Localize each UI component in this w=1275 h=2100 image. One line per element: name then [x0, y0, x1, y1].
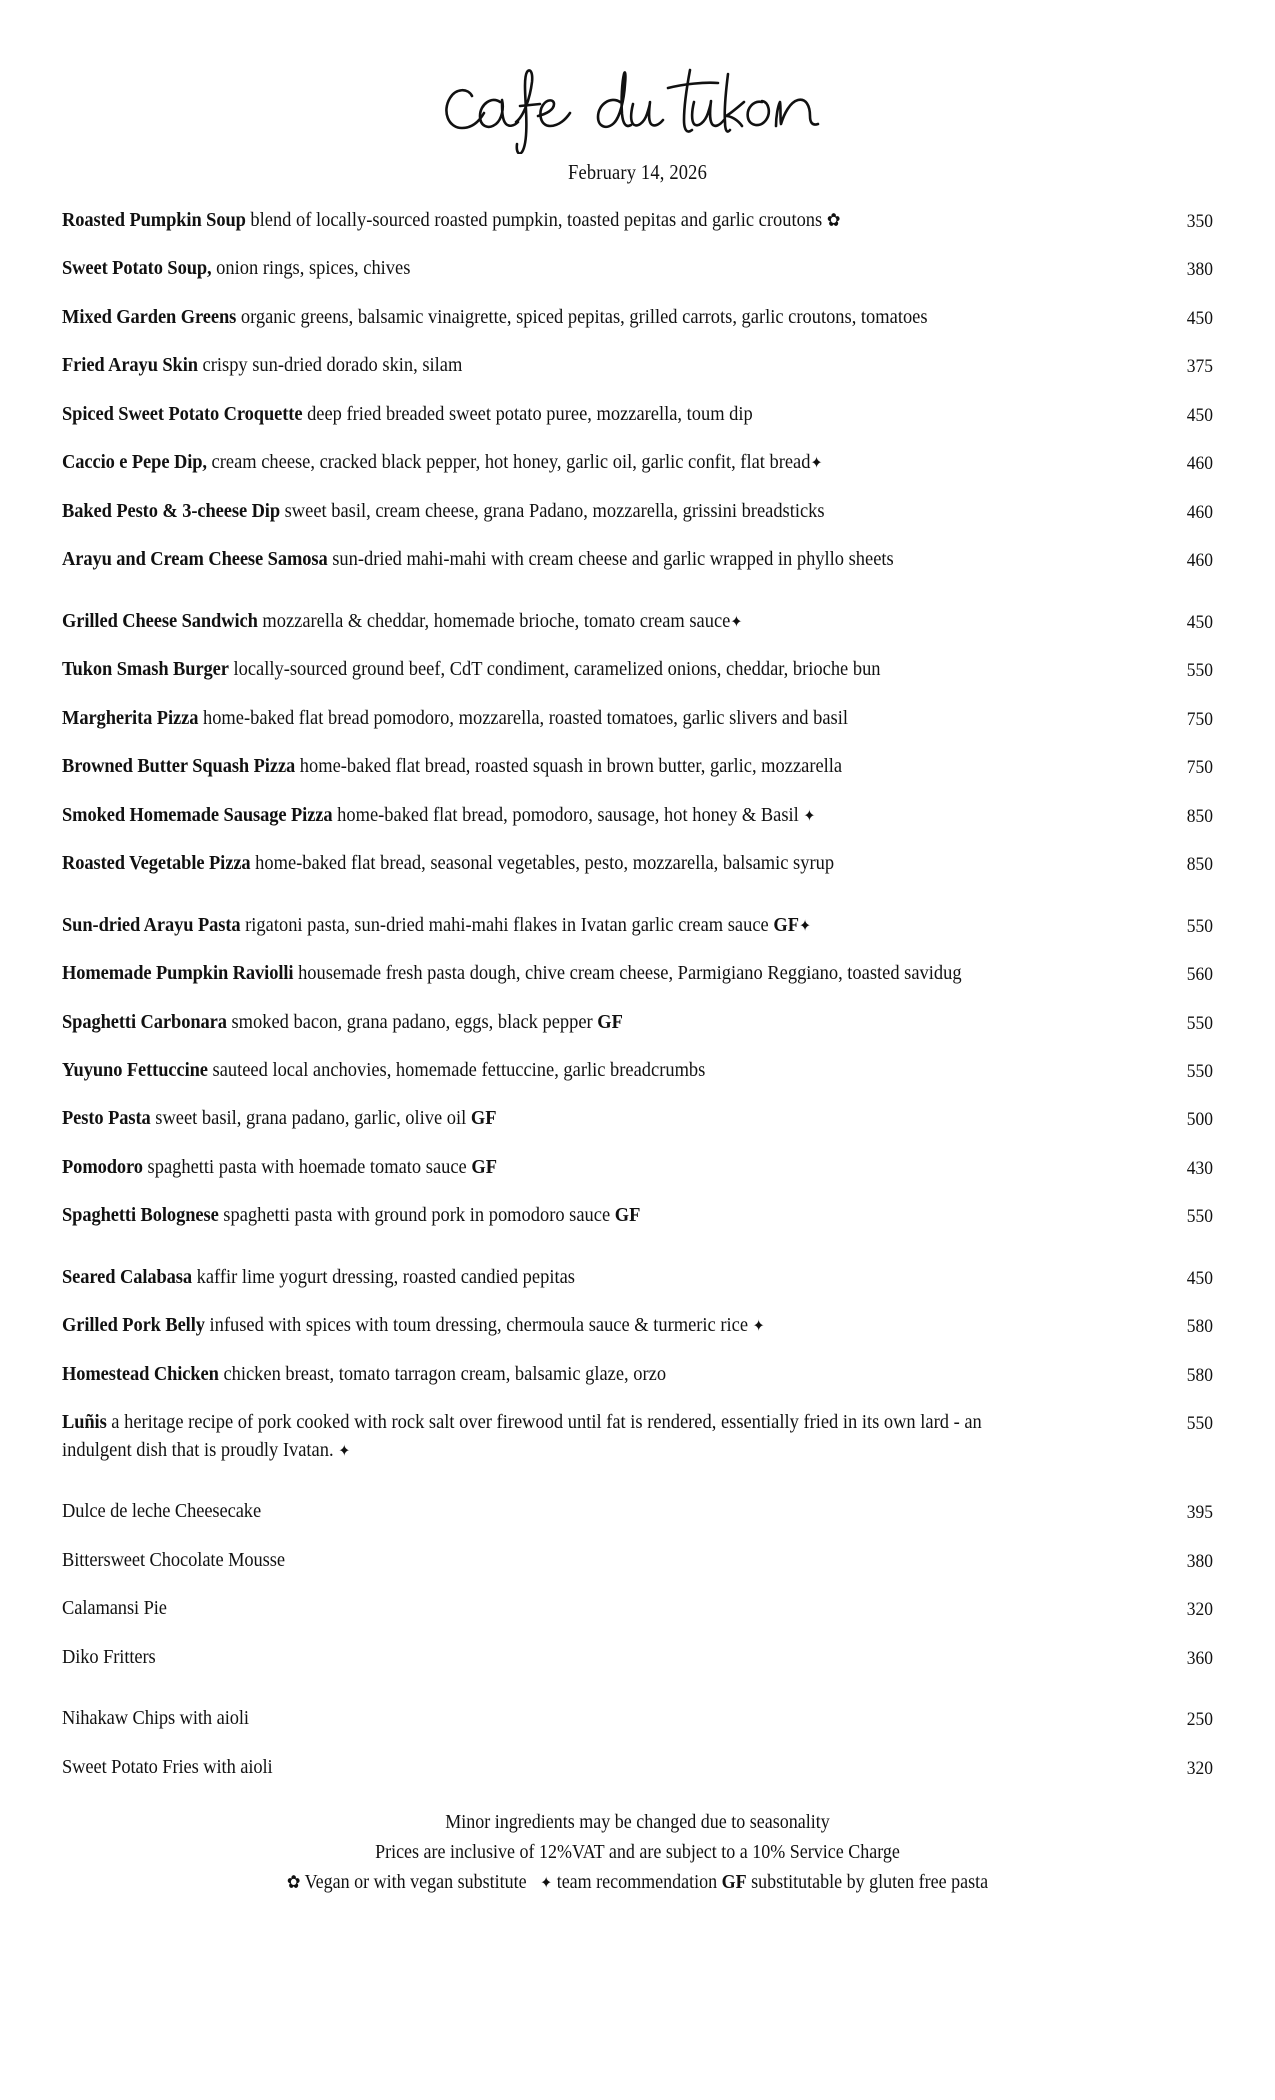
vegan-icon: ✿ — [286, 1872, 301, 1893]
menu-item-name: Homemade Pumpkin Raviolli — [62, 962, 294, 985]
menu-item-description: home-baked flat bread, pomodoro, sausage, hot honey & Basil — [332, 803, 804, 826]
menu-item-text — [62, 255, 1028, 282]
menu-item-name: Luñis — [62, 1411, 107, 1434]
menu-item-name: Mixed Garden Greens — [62, 305, 237, 328]
menu-item-text — [62, 304, 1028, 331]
menu-item-price: 380 — [1186, 1550, 1213, 1572]
recommendation-icon: ✦ — [730, 611, 743, 631]
legend-gf-tag: GF — [721, 1871, 747, 1893]
recommendation-icon: ✦ — [798, 915, 812, 935]
menu-item-name: Caccio e Pepe Dip, — [62, 451, 207, 474]
menu-item-text — [62, 449, 1028, 476]
menu-item-description: sweet basil, grana padano, garlic, olive oil — [150, 1107, 471, 1130]
menu-item-row — [62, 352, 1213, 379]
menu-item-description: infused with spices with toum dressing, chermoula sauce & turmeric rice — [204, 1314, 753, 1337]
menu-item-description: a heritage recipe of pork cooked with rock salt over firewood until fat is rendered, essentially fried in its own lard - an indulgent dish that is proudly Ivatan. — [62, 1411, 982, 1461]
menu-item-text — [62, 401, 1028, 428]
menu-item-row — [62, 1154, 1213, 1181]
menu-item-name: Tukon Smash Burger — [62, 658, 229, 681]
menu-item-row — [62, 912, 1213, 939]
menu-item-gf-tag: GF — [597, 1010, 623, 1033]
menu-section-pasta — [62, 912, 1213, 1230]
menu-item-name: Sweet Potato Soup, — [62, 257, 212, 280]
menu-item-price: 460 — [1186, 550, 1213, 572]
menu-item-description: home-baked flat bread, roasted squash in brown butter, garlic, mozzarella — [295, 755, 843, 778]
menu-item-description: kaffir lime yogurt dressing, roasted candied pepitas — [192, 1265, 575, 1288]
menu-item-row — [62, 1312, 1213, 1339]
menu-section-mains — [62, 1264, 1213, 1464]
legend-gf-label: substitutable by gluten free pasta — [746, 1871, 989, 1893]
menu-item-text — [62, 912, 1028, 939]
recommendation-icon: ✦ — [540, 1873, 553, 1892]
menu-item-row — [62, 1105, 1213, 1132]
menu-item-row — [62, 1547, 1213, 1574]
menu-item-price: 750 — [1186, 757, 1213, 779]
menu-item-text — [62, 1547, 1028, 1574]
menu-item-description: locally-sourced ground beef, CdT condiment, caramelized onions, cheddar, brioche bun — [228, 658, 881, 681]
menu-item-description: sauteed local anchovies, homemade fettuccine, garlic breadcrumbs — [207, 1058, 706, 1081]
recommendation-icon: ✦ — [752, 1316, 765, 1336]
menu-item-row — [62, 304, 1213, 331]
menu-item-name: Arayu and Cream Cheese Samosa — [62, 548, 328, 571]
menu-item-price: 580 — [1186, 1316, 1213, 1338]
menu-item-name: Sweet Potato Fries with aioli — [62, 1755, 273, 1778]
menu-item-text — [62, 753, 1028, 780]
menu-item-description: spaghetti pasta with hoemade tomato sauce — [142, 1155, 472, 1178]
menu-item-name: Calamansi Pie — [62, 1597, 167, 1620]
menu-section-sandwiches-pizza — [62, 608, 1213, 878]
menu-item-text — [62, 1105, 1028, 1132]
menu-item-description: smoked bacon, grana padano, eggs, black pepper — [226, 1010, 598, 1033]
menu-item-price: 750 — [1186, 708, 1213, 730]
menu-item-price: 550 — [1186, 1206, 1213, 1228]
menu-item-name: Seared Calabasa — [62, 1265, 193, 1288]
menu-item-price: 580 — [1186, 1364, 1213, 1386]
menu-item-price: 560 — [1186, 964, 1213, 986]
menu-item-row — [62, 1705, 1213, 1732]
menu-item-price: 550 — [1186, 915, 1213, 937]
menu-item-row — [62, 1754, 1213, 1781]
menu-item-name: Spaghetti Carbonara — [62, 1010, 227, 1033]
menu-item-row — [62, 850, 1213, 877]
menu-item-name: Smoked Homemade Sausage Pizza — [62, 803, 333, 826]
menu-item-name: Pesto Pasta — [62, 1107, 151, 1130]
footer-seasonality-note: Minor ingredients may be changed due to seasonality — [445, 1811, 830, 1833]
menu-item-price: 850 — [1186, 805, 1213, 827]
menu-item-text — [62, 1361, 1028, 1388]
menu-item-description: crispy sun-dried dorado skin, silam — [197, 354, 463, 377]
menu-item-description: organic greens, balsamic vinaigrette, spiced pepitas, grilled carrots, garlic croutons, tomatoes — [236, 305, 928, 328]
menu-item-gf-tag: GF — [773, 913, 799, 936]
menu-footer — [62, 1807, 1213, 1897]
menu-item-price: 550 — [1186, 1012, 1213, 1034]
menu-item-row — [62, 1361, 1213, 1388]
menu-item-name: Spaghetti Bolognese — [62, 1204, 219, 1227]
menu-item-price: 375 — [1186, 356, 1213, 378]
menu-item-description: chicken breast, tomato tarragon cream, balsamic glaze, orzo — [218, 1362, 667, 1385]
menu-item-description: rigatoni pasta, sun-dried mahi-mahi flakes in Ivatan garlic cream sauce — [240, 913, 774, 936]
menu-item-text — [62, 608, 1028, 635]
menu-item-price: 460 — [1186, 453, 1213, 475]
menu-item-description: home-baked flat bread, seasonal vegetables, pesto, mozzarella, balsamic syrup — [250, 852, 835, 875]
menu-item-description: cream cheese, cracked black pepper, hot honey, garlic oil, garlic confit, flat bread — [206, 451, 811, 474]
menu-item-name: Margherita Pizza — [62, 706, 199, 729]
menu-item-row — [62, 656, 1213, 683]
vegan-icon: ✿ — [826, 210, 841, 231]
menu-item-text — [62, 1409, 1028, 1464]
menu-item-name: Diko Fritters — [62, 1645, 156, 1668]
menu-item-row — [62, 1498, 1213, 1525]
menu-item-row — [62, 802, 1213, 829]
menu-item-name: Roasted Vegetable Pizza — [62, 852, 251, 875]
menu-item-price: 380 — [1186, 259, 1213, 281]
menu-item-price: 550 — [1186, 1413, 1213, 1435]
menu-item-text — [62, 1705, 1028, 1732]
menu-item-price: 460 — [1186, 501, 1213, 523]
menu-section-desserts — [62, 1498, 1213, 1671]
menu-item-name: Grilled Pork Belly — [62, 1314, 205, 1337]
menu-item-text — [62, 1154, 1028, 1181]
menu-item-description: spaghetti pasta with ground pork in pomodoro sauce — [218, 1204, 615, 1227]
menu-item-price: 500 — [1186, 1109, 1213, 1131]
menu-item-description: sun-dried mahi-mahi with cream cheese and garlic wrapped in phyllo sheets — [327, 548, 894, 571]
menu-item-row — [62, 705, 1213, 732]
menu-item-text — [62, 1202, 1028, 1229]
menu-item-row — [62, 401, 1213, 428]
menu-item-name: Baked Pesto & 3-cheese Dip — [62, 499, 281, 522]
menu-item-name: Nihakaw Chips with aioli — [62, 1707, 249, 1730]
menu-item-row — [62, 960, 1213, 987]
menu-item-text — [62, 207, 1028, 234]
menu-item-price: 395 — [1186, 1502, 1213, 1524]
menu-item-text — [62, 1498, 1028, 1525]
menu-item-price: 430 — [1186, 1157, 1213, 1179]
menu-section-starters — [62, 207, 1213, 574]
menu-item-name: Sun-dried Arayu Pasta — [62, 913, 241, 936]
legend-recommendation-label: team recommendation — [552, 1871, 722, 1893]
menu-item-text — [62, 705, 1028, 732]
menu-item-row — [62, 207, 1213, 234]
menu-item-row — [62, 1009, 1213, 1036]
menu-item-row — [62, 608, 1213, 635]
menu-item-gf-tag: GF — [471, 1155, 497, 1178]
menu-item-price: 450 — [1186, 307, 1213, 329]
menu-item-description: mozzarella & cheddar, homemade brioche, tomato cream sauce — [257, 609, 731, 632]
menu-item-description: blend of locally-sourced roasted pumpkin, toasted pepitas and garlic croutons — [245, 209, 827, 231]
menu-item-text — [62, 352, 1028, 379]
recommendation-icon: ✦ — [803, 805, 816, 825]
menu-item-name: Spiced Sweet Potato Croquette — [62, 402, 303, 425]
menu-item-text — [62, 802, 1028, 829]
menu-item-gf-tag: GF — [470, 1107, 497, 1130]
menu-item-price: 250 — [1186, 1709, 1213, 1731]
menu-section-snacks — [62, 1705, 1213, 1781]
menu-item-price: 350 — [1186, 211, 1213, 232]
menu-item-row — [62, 255, 1213, 282]
menu-item-row — [62, 449, 1213, 476]
menu-item-name: Yuyuno Fettuccine — [62, 1058, 208, 1081]
menu-item-price: 450 — [1186, 404, 1213, 426]
menu-sections — [62, 207, 1213, 1781]
menu-item-gf-tag: GF — [614, 1204, 641, 1227]
menu-item-row — [62, 1202, 1213, 1229]
menu-date: February 14, 2026 — [567, 160, 708, 184]
footer-vat-note: Prices are inclusive of 12%VAT and are subject to a 10% Service Charge — [375, 1841, 900, 1863]
menu-item-text — [62, 1754, 1028, 1781]
menu-item-price: 320 — [1186, 1599, 1213, 1621]
menu-item-price: 360 — [1186, 1647, 1213, 1669]
menu-item-text — [62, 1057, 1028, 1084]
menu-item-description: sweet basil, cream cheese, grana Padano, mozzarella, grissini breadsticks — [280, 499, 825, 522]
menu-item-text — [62, 1312, 1028, 1339]
menu-item-text — [62, 498, 1028, 525]
menu-item-row — [62, 546, 1213, 573]
menu-item-price: 550 — [1186, 1060, 1213, 1082]
menu-header — [62, 0, 1213, 185]
menu-item-price: 850 — [1186, 854, 1213, 876]
menu-item-row — [62, 753, 1213, 780]
menu-item-description: home-baked flat bread pomodoro, mozzarella, roasted tomatoes, garlic slivers and basil — [198, 706, 848, 729]
menu-item-row — [62, 1644, 1213, 1671]
menu-item-price: 550 — [1186, 660, 1213, 682]
menu-item-text — [62, 1644, 1028, 1671]
cafe-du-tukon-logo-icon — [428, 58, 848, 154]
menu-item-text — [62, 850, 1028, 877]
menu-item-name: Homestead Chicken — [62, 1362, 219, 1385]
legend-vegan-label: Vegan or with vegan substitute — [300, 1871, 532, 1893]
footer-legend — [120, 1867, 1156, 1897]
menu-item-description: deep fried breaded sweet potato puree, mozzarella, toum dip — [302, 402, 753, 425]
menu-item-name: Bittersweet Chocolate Mousse — [62, 1548, 285, 1571]
menu-item-name: Pomodoro — [62, 1155, 143, 1178]
menu-item-name: Roasted Pumpkin Soup — [62, 209, 246, 231]
menu-item-row — [62, 1264, 1213, 1291]
menu-item-row — [62, 1409, 1213, 1464]
menu-item-text — [62, 656, 1028, 683]
menu-item-text — [62, 546, 1028, 573]
menu-item-name: Browned Butter Squash Pizza — [62, 755, 296, 778]
menu-item-row — [62, 498, 1213, 525]
menu-item-text — [62, 1009, 1028, 1036]
menu-item-text — [62, 960, 1028, 987]
menu-item-price: 320 — [1186, 1757, 1213, 1779]
menu-item-name: Fried Arayu Skin — [62, 354, 198, 377]
recommendation-icon: ✦ — [338, 1440, 351, 1460]
menu-item-text — [62, 1264, 1028, 1291]
menu-item-text — [62, 1595, 1028, 1622]
menu-item-row — [62, 1595, 1213, 1622]
menu-item-price: 450 — [1186, 611, 1213, 633]
menu-item-row — [62, 1057, 1213, 1084]
menu-item-name: Grilled Cheese Sandwich — [62, 609, 258, 632]
menu-item-description: housemade fresh pasta dough, chive cream cheese, Parmigiano Reggiano, toasted savidug — [293, 962, 962, 985]
menu-item-price: 450 — [1186, 1267, 1213, 1289]
menu-item-description: onion rings, spices, chives — [211, 257, 411, 280]
menu-item-name: Dulce de leche Cheesecake — [62, 1500, 262, 1523]
recommendation-icon: ✦ — [810, 453, 823, 473]
